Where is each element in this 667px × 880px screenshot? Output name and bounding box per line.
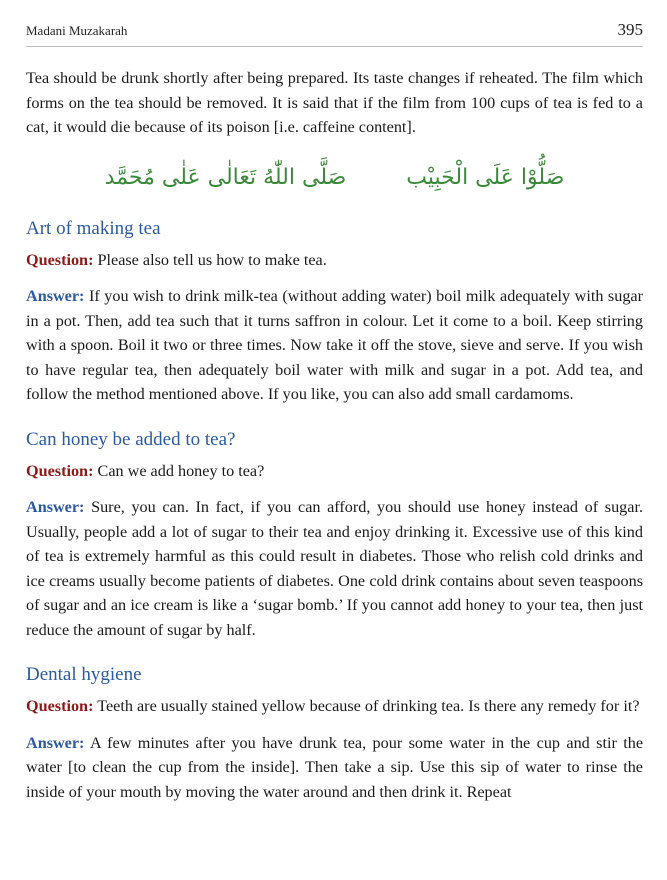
answer-paragraph xyxy=(26,495,643,642)
answer-paragraph xyxy=(26,731,643,805)
question-paragraph xyxy=(26,248,643,273)
salutation-left: صَلَّى اللّٰهُ تَعَالٰی عَلٰی مُحَمَّد xyxy=(104,165,347,190)
intro-paragraph: Tea should be drunk shortly after being prepared. Its taste changes if reheated. The film which forms on the tea should be removed. It is said that if the film from 100 cups of tea is fed to a cat, it would die because of its poison [i.e. caffeine content]. xyxy=(26,69,643,136)
question-label: Question: xyxy=(26,461,94,480)
page-number: 395 xyxy=(617,20,643,39)
question-text: Can we add honey to tea? xyxy=(93,461,265,480)
question-paragraph xyxy=(26,459,643,484)
section-heading-honey-in-tea: Can honey be added to tea? xyxy=(26,428,236,450)
question-text: Teeth are usually stained yellow because of drinking tea. Is there any remedy for it? xyxy=(93,697,640,715)
answer-paragraph xyxy=(26,284,643,407)
section-heading-dental-hygiene: Dental hygiene xyxy=(26,664,142,685)
answer-text: A few minutes after you have drunk tea, pour some water in the cup and stir the water [to clean the cup from the inside]. Then take a sip. Use this sip of water to rinse the inside of your mouth by moving the water around and then drink it. Repeat xyxy=(26,733,643,801)
running-title: Madani Muzakarah xyxy=(26,23,128,38)
answer-text: If you wish to drink milk-tea (without adding water) boil milk adequately with sugar in a pot. Then, add tea such that it turns saffron in colour. Let it come to a boil. Keep stirring with a spoon. Boil it two or three times. Now take it off the stove, sieve and serve. If you wish to have regular tea, then adequately boil water with milk and sugar in a pot. Add tea, and follow the method mentioned above. If you like, you can also add small cardamoms. xyxy=(26,287,643,403)
question-paragraph xyxy=(26,694,643,719)
answer-label: Answer: xyxy=(26,498,85,516)
running-header xyxy=(26,0,643,47)
question-label: Question: xyxy=(26,697,94,715)
answer-label: Answer: xyxy=(26,287,85,305)
answer-label: Answer: xyxy=(26,733,85,752)
salutation-right: صَلُّوْا عَلَى الْحَبِيْب xyxy=(406,165,565,190)
salutation-line xyxy=(26,158,643,198)
answer-text: Sure, you can. In fact, if you can afford, you should use honey instead of sugar. Usually, people add a lot of sugar to their tea and enjoy drinking it. Excessive use of this kind of tea is extremely harmful as this could result in diabetes. Those who relish cold drinks and ice creams usually become patients of diabetes. One cold drink contains about seven teaspoons of sugar and an ice cream is like a ‘sugar bomb.’ If you cannot add honey to your tea, then just reduce the amount of sugar by half. xyxy=(26,498,643,639)
section-heading-art-of-making-tea: Art of making tea xyxy=(26,217,161,239)
question-text: Please also tell us how to make tea. xyxy=(93,250,327,269)
question-label: Question: xyxy=(26,250,94,269)
